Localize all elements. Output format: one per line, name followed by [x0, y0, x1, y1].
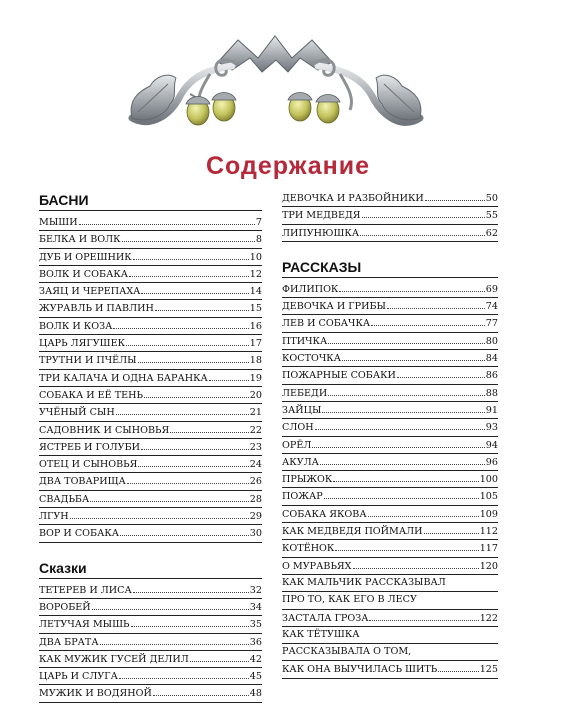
- toc-entry[interactable]: [39, 473, 262, 489]
- page-title: Содержание: [205, 152, 371, 180]
- toc-entry-title: СВАДЬБА: [39, 493, 90, 505]
- toc-entry[interactable]: [282, 315, 498, 331]
- toc-entry-page-number: 48: [249, 688, 262, 700]
- toc-entry-title: ТРУТНИ И ПЧЁЛЫ: [39, 355, 137, 367]
- toc-entry[interactable]: [39, 266, 262, 282]
- section-heading-basni: БАСНИ: [39, 190, 262, 211]
- toc-entry-title: ОРЁЛ: [282, 439, 312, 451]
- toc-entry-page-number: 125: [479, 664, 498, 676]
- toc-entry[interactable]: [282, 488, 498, 504]
- dot-leader: [369, 610, 478, 621]
- toc-entry-title: ДЕВОЧКА И РАЗБОЙНИКИ: [282, 193, 424, 204]
- dot-leader: [425, 190, 485, 201]
- dot-leader: [92, 599, 249, 610]
- toc-entry-page-number: 45: [249, 671, 262, 683]
- toc-entry-title: ЗАЙЦЫ: [282, 404, 322, 416]
- toc-entry-title: ДВА БРАТА: [39, 636, 99, 648]
- toc-entry-title: ЦАРЬ И СЛУГА: [39, 671, 118, 683]
- toc-entry-title-line: ЗАСТАЛА ГРОЗА: [282, 612, 369, 624]
- toc-entry[interactable]: [39, 370, 262, 386]
- toc-entry[interactable]: [282, 419, 498, 435]
- dot-leader: [133, 582, 249, 593]
- dot-leader: [209, 370, 249, 381]
- toc-list-basni: [39, 214, 262, 543]
- toc-entry-page-number: 77: [485, 318, 498, 330]
- dot-leader: [371, 315, 485, 326]
- toc-entry[interactable]: [282, 207, 498, 223]
- toc-entry-title: СОБАКА ЯКОВА: [282, 508, 367, 520]
- toc-entry-page-number: 55: [485, 210, 498, 222]
- toc-entry[interactable]: [282, 402, 498, 418]
- toc-entry-page-number: 91: [485, 404, 498, 416]
- toc-entry-page-number: 36: [249, 636, 262, 648]
- section-heading-skazki: Сказки: [39, 558, 262, 579]
- dot-leader: [141, 283, 248, 294]
- toc-entry-title: ПРЫЖОК: [282, 474, 333, 486]
- acorn-branch-ornament: [0, 0, 576, 150]
- dot-leader: [122, 231, 255, 242]
- toc-entry-title: ТРИ КАЛАЧА И ОДНА БАРАНКА: [39, 372, 208, 384]
- dot-leader: [320, 454, 485, 465]
- toc-entry-page-number: 21: [249, 407, 262, 419]
- toc-entry[interactable]: [39, 616, 262, 632]
- toc-entry[interactable]: [39, 387, 262, 403]
- toc-entry[interactable]: [39, 249, 262, 265]
- toc-entry-title: ЛИПУНЮШКА: [282, 227, 360, 239]
- toc-entry-page-number: 17: [249, 338, 262, 350]
- toc-entry-page-number: 94: [485, 439, 498, 451]
- dot-leader: [144, 387, 249, 398]
- toc-entry-page-number: 28: [249, 493, 262, 505]
- toc-entry-title: О МУРАВЬЯХ: [282, 560, 352, 572]
- toc-entry-title: ДУБ И ОРЕШНИК: [39, 251, 132, 263]
- dot-leader: [141, 439, 249, 450]
- dot-leader: [116, 404, 249, 415]
- toc-entry-page-number: 15: [249, 303, 262, 315]
- toc-entry-title: САДОВНИК И СЫНОВЬЯ: [39, 424, 170, 436]
- toc-entry-title: ОТЕЦ И СЫНОВЬЯ: [39, 459, 138, 471]
- toc-entry-title-line: КАК ТЁТУШКА: [282, 628, 360, 640]
- dot-leader: [322, 402, 484, 413]
- dot-leader: [328, 333, 485, 344]
- toc-entry-page-number: 34: [249, 601, 262, 613]
- toc-entry-page-number: 20: [249, 389, 262, 401]
- toc-entry-page-number: 80: [485, 335, 498, 347]
- toc-entry-title: ПОЖАР: [282, 491, 323, 503]
- toc-entry[interactable]: [282, 190, 498, 206]
- dot-leader: [339, 281, 484, 292]
- toc-entry-title: КАК МЕДВЕДЯ ПОЙМАЛИ: [282, 526, 423, 538]
- toc-entry-page-number: 35: [249, 619, 262, 631]
- toc-entry-page-number: 96: [485, 456, 498, 468]
- toc-list-skazki-continued: [282, 190, 498, 242]
- toc-entry-page-number: 112: [479, 526, 498, 538]
- toc-entry-page-number: 14: [249, 286, 262, 298]
- toc-entry-title: ВОЛК И КОЗА: [39, 320, 113, 332]
- toc-entry-page-number: 109: [479, 508, 498, 520]
- dot-leader: [155, 300, 249, 311]
- toc-entry-page-number: 10: [249, 251, 262, 263]
- dot-leader: [387, 298, 485, 309]
- toc-entry-title-line: РАССКАЗЫВАЛА О ТОМ,: [282, 646, 412, 658]
- toc-entry-page-number: 120: [479, 560, 498, 572]
- toc-entry-title: ЗАЯЦ И ЧЕРЕПАХА: [39, 286, 141, 298]
- toc-entry[interactable]: [39, 439, 262, 455]
- toc-entry[interactable]: [39, 300, 262, 316]
- toc-entry-title: ДВА ТОВАРИЩА: [39, 476, 126, 488]
- dot-leader: [170, 422, 249, 433]
- dot-leader: [368, 506, 479, 517]
- toc-entry[interactable]: [39, 283, 262, 299]
- dot-leader: [153, 685, 249, 696]
- toc-entry-title: КОТЁНОК: [282, 543, 335, 555]
- toc-entry-title: ВОЛК И СОБАКА: [39, 268, 129, 280]
- dot-leader: [133, 249, 249, 260]
- toc-entry[interactable]: [39, 352, 262, 368]
- toc-entry-title: ЛГУН: [39, 511, 69, 523]
- toc-entry[interactable]: [282, 385, 498, 401]
- toc-entry-page-number: 74: [485, 301, 498, 313]
- toc-entry[interactable]: [39, 634, 262, 650]
- toc-entry[interactable]: [282, 540, 498, 556]
- toc-entry-page-number: 88: [485, 387, 498, 399]
- dot-leader: [120, 525, 249, 536]
- toc-entry[interactable]: [282, 558, 498, 574]
- toc-entry[interactable]: [282, 350, 498, 366]
- toc-entry-title: СОБАКА И ЕЁ ТЕНЬ: [39, 389, 143, 401]
- toc-entry[interactable]: [282, 281, 498, 297]
- dot-leader: [360, 225, 485, 236]
- toc-entry-title: ПТИЧКА: [282, 335, 328, 347]
- dot-leader: [335, 540, 478, 551]
- toc-entry[interactable]: [282, 367, 498, 383]
- toc-entry-page-number: 93: [485, 422, 498, 434]
- toc-entry-page-number: 19: [249, 372, 262, 384]
- toc-entry-title: ТЕТЕРЕВ И ЛИСА: [39, 584, 132, 596]
- toc-entry-title: ДЕВОЧКА И ГРИБЫ: [282, 301, 386, 313]
- toc-entry-page-number: 69: [485, 283, 498, 295]
- toc-right-column: [282, 190, 498, 679]
- dot-leader: [138, 456, 248, 467]
- toc-entry-page-number: 50: [485, 193, 498, 204]
- toc-entry-page-number: 30: [249, 528, 262, 540]
- toc-entry-multiline[interactable]: [282, 575, 498, 627]
- toc-entry-last-line: [282, 610, 498, 626]
- dot-leader: [353, 558, 479, 569]
- toc-entry-page-number: 100: [479, 474, 498, 486]
- toc-entry-page-number: 16: [249, 320, 262, 332]
- toc-entry-title: ЛЕБЕДИ: [282, 387, 328, 399]
- toc-entry[interactable]: [39, 335, 262, 351]
- toc-entry-title: ЖУРАВЛЬ И ПАВЛИН: [39, 303, 154, 315]
- toc-entry[interactable]: [282, 225, 498, 241]
- dot-leader: [113, 318, 248, 329]
- dot-leader: [438, 661, 478, 672]
- dot-leader: [79, 214, 255, 225]
- toc-entry[interactable]: [282, 437, 498, 453]
- toc-entry[interactable]: [39, 422, 262, 438]
- toc-entry-page-number: 12: [249, 268, 262, 280]
- toc-entry[interactable]: [282, 298, 498, 314]
- toc-entry-page-number: 18: [249, 355, 262, 367]
- toc-entry-multiline[interactable]: [282, 627, 498, 679]
- toc-entry-page-number: 86: [485, 370, 498, 382]
- toc-entry-title-line: КАК МАЛЬЧИК РАССКАЗЫВАЛ: [282, 576, 446, 588]
- toc-entry[interactable]: [39, 599, 262, 615]
- dot-leader: [312, 437, 484, 448]
- toc-entry-page-number: 7: [255, 217, 262, 228]
- toc-left-column: [39, 190, 262, 703]
- toc-entry-page-number: 62: [485, 227, 498, 239]
- toc-entry-page-number: 23: [249, 441, 262, 453]
- dot-leader: [131, 616, 249, 627]
- dot-leader: [333, 471, 478, 482]
- toc-entry[interactable]: [282, 471, 498, 487]
- toc-entry-page-number: 84: [485, 353, 498, 365]
- toc-entry[interactable]: [282, 523, 498, 539]
- section-heading-rasskazy: РАССКАЗЫ: [282, 257, 498, 278]
- toc-entry[interactable]: [282, 506, 498, 522]
- toc-entry-page-number: 22: [249, 424, 262, 436]
- toc-entry[interactable]: [39, 214, 262, 230]
- dot-leader: [315, 419, 485, 430]
- toc-list-skazki: [39, 582, 262, 703]
- toc-entry-page-number: 117: [479, 543, 498, 555]
- dot-leader: [70, 508, 249, 519]
- dot-leader: [397, 367, 485, 378]
- toc-list-rasskazy: [282, 281, 498, 575]
- toc-entry-title: МЫШИ: [39, 217, 78, 228]
- toc-entry[interactable]: [39, 525, 262, 541]
- toc-entry-title: ЛЕВ И СОБАЧКА: [282, 318, 371, 330]
- toc-entry[interactable]: [39, 651, 262, 667]
- dot-leader: [138, 352, 249, 363]
- toc-entry-title: УЧЁНЫЙ СЫН: [39, 407, 115, 419]
- toc-entry-title: КОСТОЧКА: [282, 353, 342, 365]
- dot-leader: [127, 473, 249, 484]
- toc-entry[interactable]: [39, 318, 262, 334]
- toc-entry-page-number: 42: [249, 653, 262, 665]
- toc-entry-title: ЛЕТУЧАЯ МЫШЬ: [39, 619, 130, 631]
- toc-entry-title: ФИЛИПОК: [282, 283, 339, 295]
- toc-entry-page-number: 122: [479, 612, 498, 624]
- toc-entry-title: КАК МУЖИК ГУСЕЙ ДЕЛИЛ: [39, 653, 189, 665]
- toc-entry[interactable]: [39, 668, 262, 684]
- toc-entry-title-line: ПРО ТО, КАК ЕГО В ЛЕСУ: [282, 594, 417, 606]
- toc-entry-title: АКУЛА: [282, 456, 319, 468]
- toc-entry-title: ПОЖАРНЫЕ СОБАКИ: [282, 370, 396, 382]
- toc-entry-title: СЛОН: [282, 422, 314, 434]
- dot-leader: [328, 385, 485, 396]
- toc-entry-title-line: КАК ОНА ВЫУЧИЛАСЬ ШИТЬ: [282, 664, 438, 676]
- toc-entry[interactable]: [39, 456, 262, 472]
- dot-leader: [342, 350, 485, 361]
- toc-entry[interactable]: [39, 685, 262, 701]
- toc-entry-title: ЦАРЬ ЛЯГУШЕК: [39, 338, 126, 350]
- toc-entry-title: БЕЛКА И ВОЛК: [39, 234, 121, 246]
- toc-entry-title: ВОРОБЕЙ: [39, 601, 91, 613]
- toc-entry-page-number: 24: [249, 459, 262, 471]
- dot-leader: [100, 634, 249, 645]
- toc-entry-page-number: 29: [249, 511, 262, 523]
- toc-entry[interactable]: [282, 454, 498, 470]
- toc-entry-title: ЯСТРЕБ И ГОЛУБИ: [39, 441, 141, 453]
- toc-entry[interactable]: [39, 231, 262, 247]
- toc-entry[interactable]: [39, 582, 262, 598]
- toc-entry[interactable]: [39, 491, 262, 507]
- toc-entry-page-number: 105: [479, 491, 498, 503]
- dot-leader: [129, 266, 249, 277]
- toc-entry[interactable]: [39, 404, 262, 420]
- toc-entry[interactable]: [39, 508, 262, 524]
- dot-leader: [424, 523, 479, 534]
- toc-entry-page-number: 32: [249, 584, 262, 596]
- toc-entry-last-line: [282, 661, 498, 677]
- toc-entry-title: МУЖИК И ВОДЯНОЙ: [39, 688, 152, 700]
- dot-leader: [119, 668, 249, 679]
- toc-entry-title: ВОР И СОБАКА: [39, 528, 120, 540]
- dot-leader: [190, 651, 249, 662]
- toc-entry-title: ТРИ МЕДВЕДЯ: [282, 210, 361, 222]
- toc-entry-page-number: 26: [249, 476, 262, 488]
- dot-leader: [324, 488, 479, 499]
- dot-leader: [126, 335, 249, 346]
- dot-leader: [362, 207, 485, 218]
- toc-list-rasskazy-multiline: [282, 575, 498, 679]
- toc-entry[interactable]: [282, 333, 498, 349]
- dot-leader: [90, 491, 249, 502]
- toc-entry-page-number: 8: [255, 234, 262, 246]
